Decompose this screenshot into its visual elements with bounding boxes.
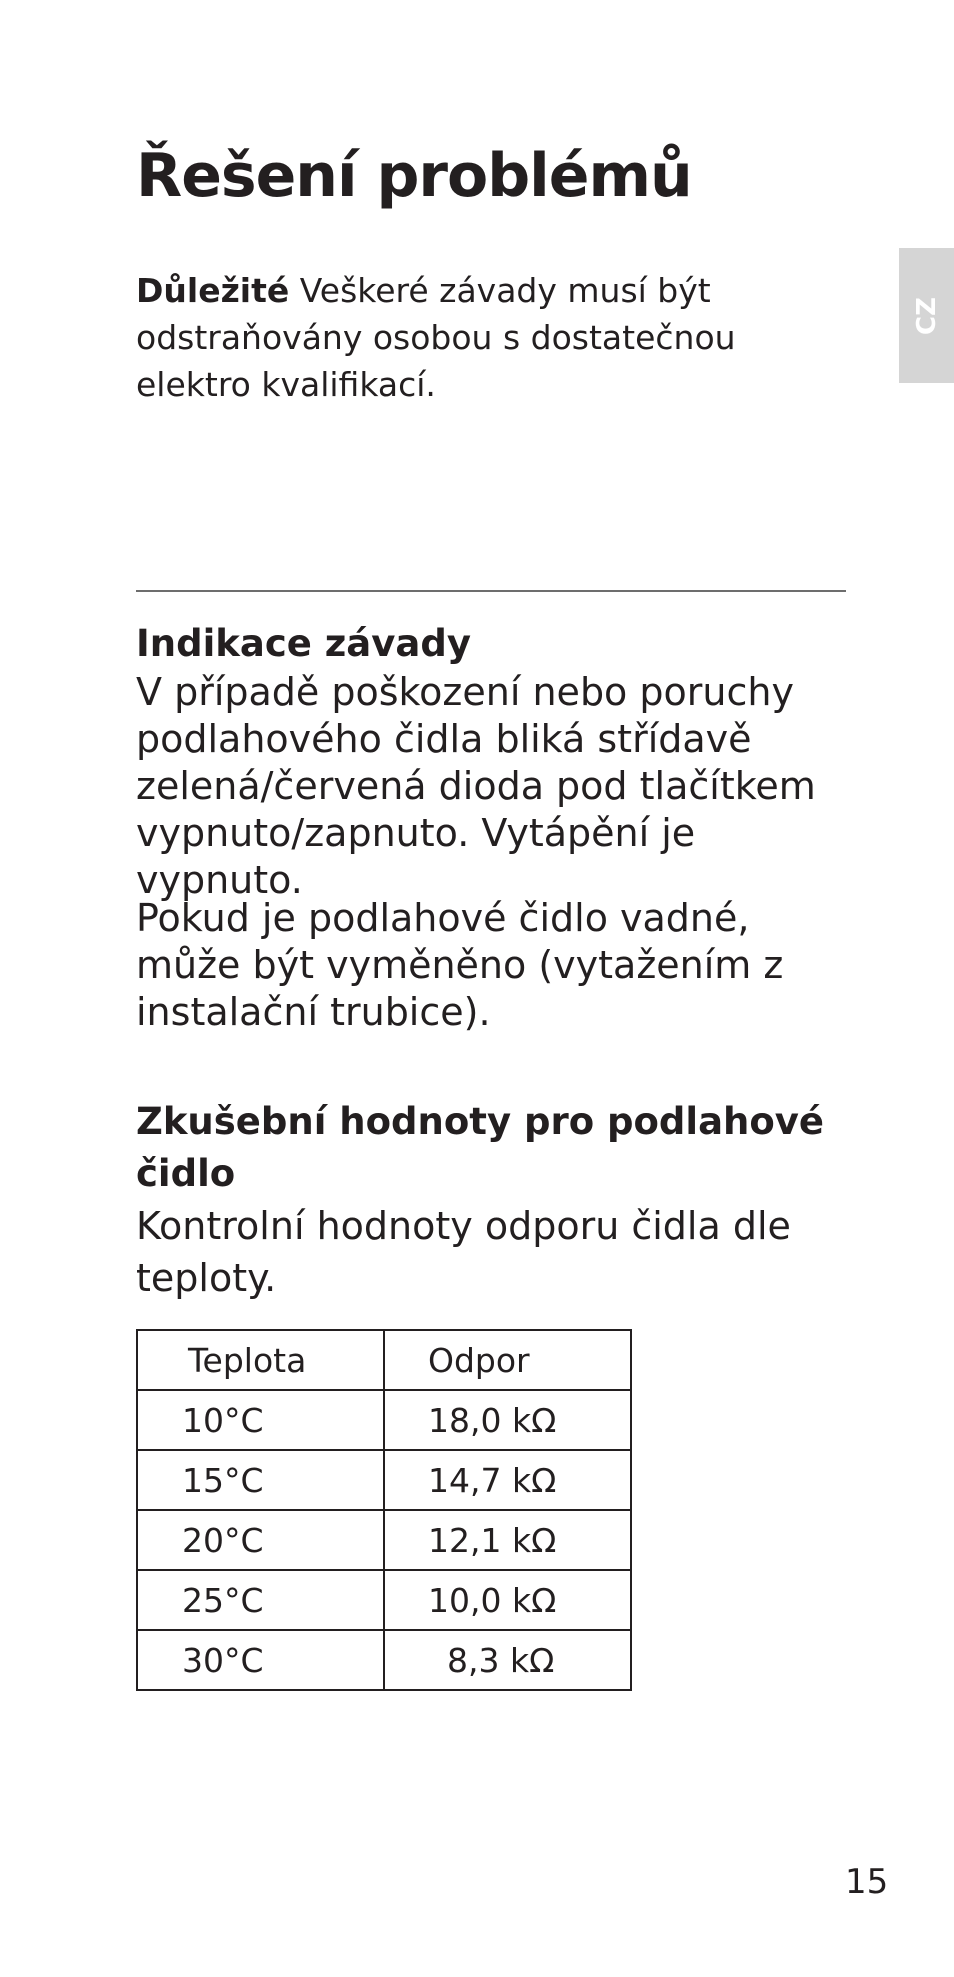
important-note <box>136 267 856 408</box>
resistance-cell: 12,1 kΩ <box>384 1510 631 1570</box>
language-tab <box>899 248 954 383</box>
sensor-replacement-text: Pokud je podlahové čidlo vadné, může být vyměněno (vytažením z instalační trubice). <box>136 896 784 1034</box>
fault-indication-text: V případě poškození nebo poruchy podlahového čidla bliká střídavě zelená/červená dioda pod tlačítkem vypnuto/zapnuto. Vytápění je vypnuto. <box>136 670 816 902</box>
table-row <box>137 1570 631 1630</box>
fault-indication-title: Indikace závady <box>136 622 471 665</box>
resistance-table <box>136 1329 632 1691</box>
important-note-lead: Důležité <box>136 271 290 310</box>
test-values-title: Zkušební hodnoty pro podlahové čidlo <box>136 1100 825 1195</box>
resistance-cell: 14,7 kΩ <box>384 1450 631 1510</box>
fault-indication-section <box>136 618 856 904</box>
resistance-cell: 8,3 kΩ <box>384 1630 631 1690</box>
table-row <box>137 1390 631 1450</box>
temperature-cell: 15°C <box>137 1450 384 1510</box>
sensor-replacement-section <box>136 895 856 1036</box>
table-row <box>137 1510 631 1570</box>
temperature-cell: 10°C <box>137 1390 384 1450</box>
page-number: 15 <box>845 1862 889 1902</box>
test-values-section <box>136 1096 856 1304</box>
column-header-resistance: Odpor <box>384 1330 631 1390</box>
temperature-cell: 30°C <box>137 1630 384 1690</box>
section-divider <box>136 590 846 592</box>
test-values-text: Kontrolní hodnoty odporu čidla dle teploty. <box>136 1204 791 1300</box>
temperature-cell: 25°C <box>137 1570 384 1630</box>
table-row <box>137 1630 631 1690</box>
important-note-text: Veškeré závady musí být odstraňovány osobou s dostatečnou elektro kvalifikací. <box>136 271 736 404</box>
column-header-temperature: Teplota <box>137 1330 384 1390</box>
temperature-cell: 20°C <box>137 1510 384 1570</box>
page-title: Řešení problémů <box>136 141 692 211</box>
table-row <box>137 1450 631 1510</box>
language-tab-label: CZ <box>911 296 942 335</box>
resistance-cell: 18,0 kΩ <box>384 1390 631 1450</box>
table-header-row <box>137 1330 631 1390</box>
resistance-cell: 10,0 kΩ <box>384 1570 631 1630</box>
